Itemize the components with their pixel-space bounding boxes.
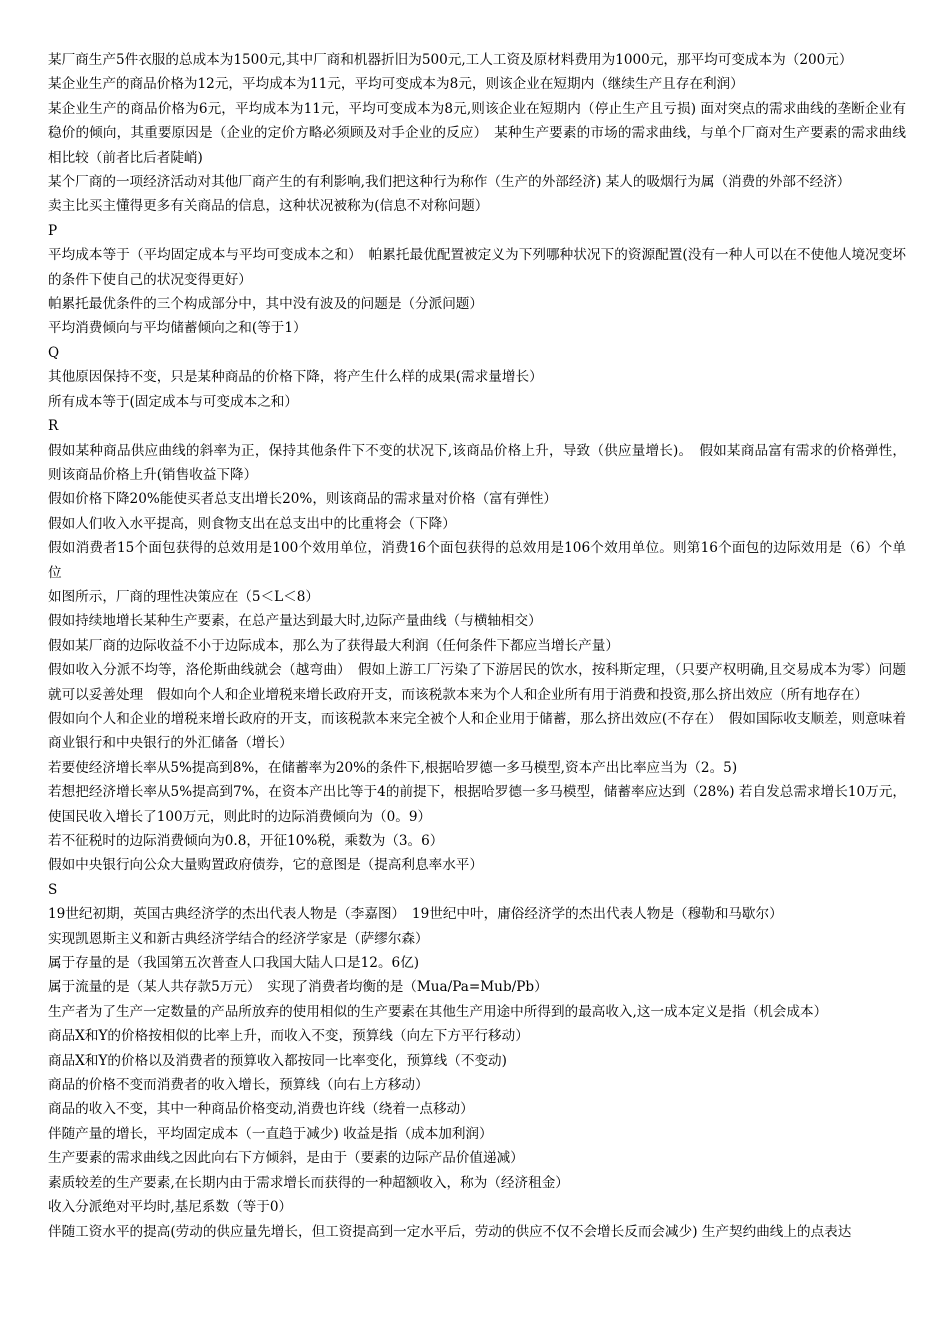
text-line: 商品的价格不变而消费者的收入增长，预算线（向右上方移动） [48, 1077, 429, 1094]
text-line: 生产者为了生产一定数量的产品所放弃的使用相似的生产要素在其他生产用途中所得到的最高收入,这一成本定义是指（机会成本） [48, 1003, 828, 1020]
text-line: 假如某种商品供应曲线的斜率为正，保持其他条件下不变的状况下,该商品价格上升，导致（供应量增长)。 假如某商品富有需求的价格弹性，则该商品价格上升(销售收益下降） [48, 442, 906, 483]
text-line: 假如价格下降20%能使买者总支出增长20%，则该商品的需求量对价格（富有弹性） [48, 491, 558, 508]
text-line: 假如向个人和企业的增税来增长政府的开支，而该税款本来完全被个人和企业用于储蓄，那么挤出效应(不存在） 假如国际收支顺差，则意味着商业银行和中央银行的外汇储备（增长） [48, 710, 906, 752]
text-line: 生产要素的需求曲线之因此向右下方倾斜，是由于（要素的边际产品价值递减） [48, 1150, 524, 1167]
text-line: 属于存量的是（我国第五次普查人口我国大陆人口是12。6亿) [48, 955, 420, 972]
section-letter: S [48, 881, 58, 898]
text-line: 商品的收入不变，其中一种商品价格变动,消费也许线（绕着一点移动） [48, 1101, 474, 1118]
text-line: 平均消费倾向与平均储蓄倾向之和(等于1） [48, 320, 307, 337]
text-line: 假如中央银行向公众大量购置政府债券，它的意图是（提高利息率水平） [48, 857, 483, 874]
text-line: 伴随工资水平的提高(劳动的供应量先增长，但工资提高到一定水平后，劳动的供应不仅不会增长反而会减少) 生产契约曲线上的点表达 [48, 1223, 852, 1240]
text-line: 若想把经济增长率从5%提高到7%，在资本产出比等于4的前提下，根据哈罗德一多马模型，储蓄率应达到（28%) 若自发总需求增长10万元，使国民收入增长了100万元，则此时的边际消费倾向为（0。9） [48, 784, 906, 825]
text-line: 收入分派绝对平均时,基尼系数（等于0） [48, 1199, 293, 1216]
text-line: 素质较差的生产要素,在长期内由于需求增长而获得的一种超额收入，称为（经济租金） [48, 1174, 569, 1191]
text-line: 如图所示，厂商的理性决策应在（5＜L＜8） [48, 588, 320, 605]
text-line: 某个厂商的一项经济活动对其他厂商产生的有利影响,我们把这种行为称作（生产的外部经济) 某人的吸烟行为属（消费的外部不经济） [48, 174, 851, 191]
text-line: 帕累托最优条件的三个构成部分中，其中没有波及的问题是（分派问题） [48, 296, 483, 313]
text-line: 某企业生产的商品价格为12元，平均成本为11元，平均可变成本为8元，则该企业在短期内（继续生产且存在利润） [48, 76, 744, 93]
text-line: 平均成本等于（平均固定成本与平均可变成本之和） 帕累托最优配置被定义为下列哪种状况下的资源配置(没有一种人可以在不使他人境况变坏的条件下使自己的状况变得更好） [48, 247, 906, 288]
text-line: 假如人们收入水平提高，则食物支出在总支出中的比重将会（下降） [48, 515, 456, 532]
text-line: 商品X和Y的价格以及消费者的预算收入都按同一比率变化，预算线（不变动) [48, 1052, 507, 1069]
text-line: 所有成本等于(固定成本与可变成本之和） [48, 393, 298, 410]
text-line: 属于流量的是（某人共存款5万元） 实现了消费者均衡的是（Mua/Pa=Mub/Pb） [48, 979, 548, 996]
text-line: 某厂商生产5件衣服的总成本为1500元,其中厂商和机器折旧为500元,工人工资及原材料费用为1000元，那平均可变成本为（200元） [48, 52, 853, 68]
text-line: 卖主比买主懂得更多有关商品的信息，这种状况被称为(信息不对称问题） [48, 198, 489, 215]
text-line: 商品X和Y的价格按相似的比率上升，而收入不变，预算线（向左下方平行移动） [48, 1028, 529, 1045]
text-line: 若要使经济增长率从5%提高到8%，在储蓄率为20%的条件下,根据哈罗德一多马模型,资本产出比率应当为（2。5) [48, 759, 738, 776]
document-page [48, 48, 906, 1244]
text-line: 19世纪初期，英国古典经济学的杰出代表人物是（李嘉图） 19世纪中叶，庸俗经济学的杰出代表人物是（穆勒和马歇尔） [48, 906, 783, 923]
section-letter: Q [48, 344, 60, 361]
text-line: 假如收入分派不均等，洛伦斯曲线就会（越弯曲） 假如上游工厂污染了下游居民的饮水，按科斯定理，（只要产权明确,且交易成本为零）问题就可以妥善处理 假如向个人和企业增税来增长政府开支，而该税款本来为个人和企业所有用于消费和投资,那么挤出效应（所有地存在） [48, 662, 906, 703]
text-line: 某企业生产的商品价格为6元，平均成本为11元，平均可变成本为8元,则该企业在短期内（停止生产且亏损) 面对突点的需求曲线的垄断企业有稳价的倾向，其重要原因是（企业的定价方略必须顾及对手企业的反应） 某种生产要素的市场的需求曲线，与单个厂商对生产要素的需求曲线相比较（前者比后者陡峭) [48, 100, 906, 166]
section-letter: P [48, 222, 58, 239]
text-line: 假如消费者15个面包获得的总效用是100个效用单位，消费16个面包获得的总效用是106个效用单位。则第16个面包的边际效用是（6）个单位 [48, 540, 906, 581]
text-line: 实现凯恩斯主义和新古典经济学结合的经济学家是（萨缪尔森） [48, 930, 429, 947]
text-line: 伴随产量的增长，平均固定成本（一直趋于减少) 收益是指（成本加利润） [48, 1125, 493, 1142]
text-line: 若不征税时的边际消费倾向为0.8，开征10%税，乘数为（3。6） [48, 833, 444, 849]
text-line: 假如某厂商的边际收益不小于边际成本，那么为了获得最大利润（任何条件下都应当增长产量） [48, 637, 619, 654]
text-line: 假如持续地增长某种生产要素，在总产量达到最大时,边际产量曲线（与横轴相交） [48, 613, 542, 630]
text-line: 其他原因保持不变，只是某种商品的价格下降，将产生什么样的成果(需求量增长） [48, 369, 543, 386]
section-letter: R [48, 418, 59, 435]
